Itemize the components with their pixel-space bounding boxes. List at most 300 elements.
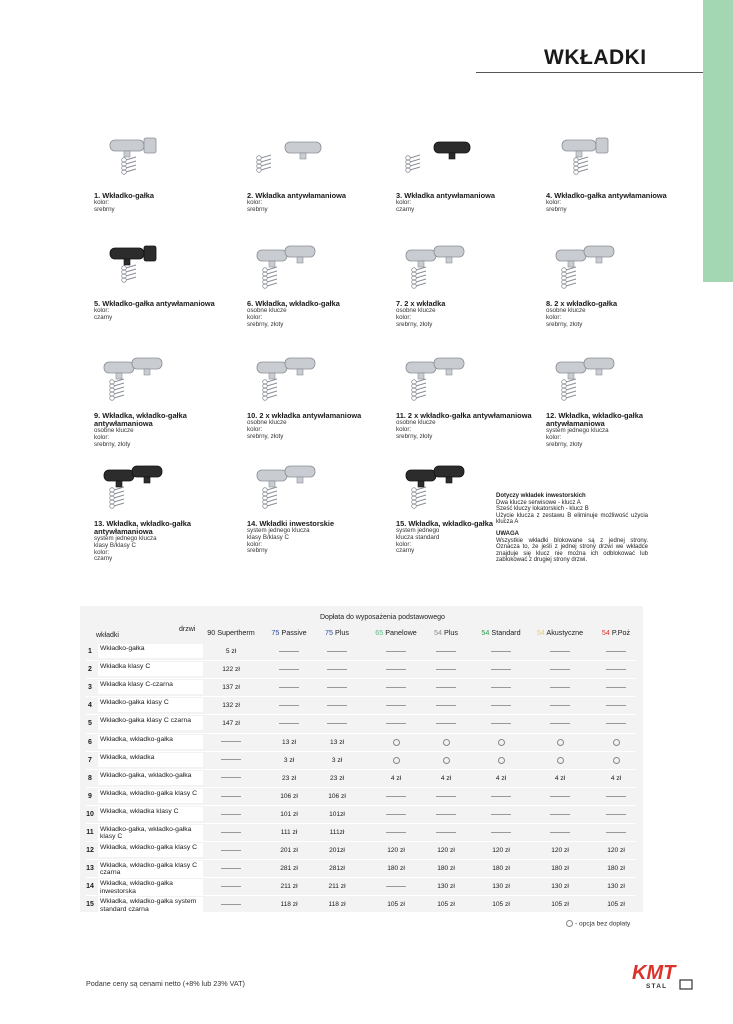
product-item: [94, 352, 234, 448]
column-number: 54: [481, 628, 492, 637]
product-detail: srebrny, złoty: [247, 320, 284, 328]
table-corner-inserts: wkładki: [96, 632, 119, 639]
price-cell: [209, 775, 253, 782]
table-legend: [566, 920, 630, 927]
column-header: [307, 628, 367, 637]
circle-icon: [498, 757, 505, 764]
cylinder-lock-image: [247, 132, 327, 190]
column-number: 54: [536, 628, 547, 637]
circle-icon: [613, 757, 620, 764]
price-cell: 3 zł: [283, 756, 295, 764]
row-separator: [86, 805, 636, 806]
product-detail: kolor:: [94, 199, 110, 206]
product-detail: osobne klucze: [247, 419, 287, 426]
product-detail: srebrny: [247, 205, 268, 213]
row-separator: [86, 696, 636, 697]
price-cell: 211 zł: [280, 883, 298, 891]
table-corner-doors: drzwi: [179, 626, 196, 633]
dash-mark: [606, 796, 626, 797]
column-number: 75: [271, 628, 282, 637]
product-item: [94, 132, 234, 214]
dash-mark: [221, 886, 241, 887]
cylinder-lock-image: [396, 352, 476, 410]
product-name: 14. Wkładki inwestorskie: [247, 519, 335, 528]
row-label: Wkładko-gałka, wkładko-gałka: [98, 771, 203, 785]
price-cell: 105 zł: [607, 901, 625, 909]
price-cell: 201zł: [329, 847, 345, 855]
dash-mark: [327, 669, 347, 670]
price-cell: 120 zł: [607, 847, 625, 855]
row-number: 15: [86, 901, 94, 909]
cylinder-lock-image: [247, 240, 327, 298]
row-separator: [86, 787, 636, 788]
price-cell: 4 zł: [390, 774, 402, 782]
row-separator: [86, 733, 636, 734]
product-detail: system jednego klucza: [94, 535, 157, 542]
cylinder-lock-image: [546, 132, 626, 190]
row-number: 7: [88, 756, 92, 764]
price-cell: [209, 847, 253, 854]
price-cell: [594, 720, 638, 727]
price-cell: 120 zł: [437, 847, 455, 855]
row-label: Wkładka, wkładko-gałka: [98, 735, 203, 749]
price-cell: 4 zł: [495, 774, 507, 782]
kmt-stal-logo: [630, 960, 694, 990]
price-cell: [315, 720, 359, 727]
price-cell: 105 zł: [492, 901, 510, 909]
product-detail: osobne klucze: [94, 427, 134, 434]
dash-mark: [279, 687, 299, 688]
price-cell: [267, 702, 311, 709]
price-cell: [479, 793, 523, 800]
row-label: Wkładka, wkładko-gałka klasy C: [98, 843, 203, 857]
product-detail: czarny: [94, 555, 113, 563]
row-label: Wkładko-gałka: [98, 644, 203, 658]
product-detail: klasy B/klasy C: [94, 541, 136, 549]
price-cell: 118 zł: [280, 901, 298, 909]
dash-mark: [279, 651, 299, 652]
circle-icon: [498, 739, 505, 746]
dash-mark: [550, 705, 570, 706]
product-detail: srebrny, złoty: [247, 432, 284, 440]
price-cell: [209, 757, 253, 764]
dash-mark: [221, 796, 241, 797]
dash-mark: [436, 687, 456, 688]
dash-mark: [386, 832, 406, 833]
price-cell: [594, 739, 638, 746]
price-cell: [315, 648, 359, 655]
price-cell: [594, 829, 638, 836]
product-name: 8. 2 x wkładko-gałka: [546, 299, 618, 308]
product-detail: kolor:: [396, 313, 412, 321]
dash-mark: [606, 723, 626, 724]
price-cell: [209, 883, 253, 890]
cylinder-lock-image: [247, 460, 327, 518]
product-detail: osobne klucze: [396, 419, 436, 426]
price-cell: 118 zł: [328, 901, 346, 909]
dash-mark: [327, 651, 347, 652]
price-cell: 111zł: [329, 829, 345, 836]
circle-icon: [443, 757, 450, 764]
dash-mark: [491, 651, 511, 652]
price-cell: [424, 702, 468, 709]
dash-mark: [436, 814, 456, 815]
table-title: Dopłata do wyposażenia podstawowego: [320, 614, 445, 621]
info-line: Dwa klucze serwisowe - klucz A: [496, 499, 581, 506]
price-cell: [424, 829, 468, 836]
dash-mark: [327, 705, 347, 706]
price-cell: [374, 793, 418, 800]
product-item: [396, 352, 536, 440]
circle-icon: [566, 920, 573, 927]
price-cell: [538, 684, 582, 691]
dash-mark: [491, 705, 511, 706]
price-cell: 130 zł: [607, 883, 625, 891]
price-cell: 137 zł: [222, 684, 240, 692]
row-label: Wkładka klasy C-czarna: [98, 680, 203, 694]
dash-mark: [436, 723, 456, 724]
price-cell: 4 zł: [610, 774, 622, 782]
product-name: 13. Wkładka, wkładko-gałka antywłamaniowa: [94, 519, 191, 536]
price-cell: 106 zł: [280, 792, 298, 800]
price-cell: 147 zł: [222, 720, 240, 728]
price-cell: [479, 648, 523, 655]
product-name: 6. Wkładka, wkładko-gałka: [247, 299, 340, 308]
row-label: Wkładka, wkładko-gałka inwestorska: [98, 879, 203, 895]
dash-mark: [606, 705, 626, 706]
price-cell: 5 zł: [225, 648, 237, 655]
price-cell: [209, 793, 253, 800]
row-label: Wkładka klasy C: [98, 662, 203, 676]
product-detail: osobne klucze: [247, 307, 287, 314]
price-cell: 111 zł: [280, 829, 298, 836]
page-title: WKŁADKI: [544, 46, 647, 69]
dash-mark: [221, 741, 241, 742]
product-name: 1. Wkładko-gałka: [94, 191, 154, 200]
row-number: 2: [88, 666, 92, 674]
circle-icon: [443, 739, 450, 746]
column-number: 90: [207, 628, 218, 637]
price-cell: 120 zł: [551, 847, 569, 855]
cylinder-lock-image: [396, 460, 476, 518]
product-name: 11. 2 x wkładko-gałka antywłamaniowa: [396, 411, 532, 420]
cylinder-lock-image: [94, 460, 174, 518]
column-header: [530, 628, 590, 637]
cylinder-lock-image: [546, 352, 626, 410]
price-cell: 180 zł: [387, 865, 405, 873]
cylinder-lock-image: [546, 240, 626, 298]
cylinder-lock-image: [396, 132, 476, 190]
dash-mark: [606, 832, 626, 833]
row-separator: [86, 660, 636, 661]
price-cell: 120 zł: [492, 847, 510, 855]
dash-mark: [386, 651, 406, 652]
column-number: 54: [434, 628, 444, 637]
product-detail: system jednego: [396, 527, 440, 534]
column-header: [416, 628, 476, 637]
info-heading-investor: Dotyczy wkładek inwestorskich: [496, 493, 586, 499]
row-separator: [86, 769, 636, 770]
product-detail: czarny: [396, 205, 415, 213]
row-separator: [86, 714, 636, 715]
circle-icon: [557, 757, 564, 764]
price-cell: 281zł: [329, 865, 345, 873]
side-color-tab: [703, 0, 733, 282]
dash-mark: [327, 687, 347, 688]
price-cell: 180 zł: [551, 865, 569, 873]
logo-main-text: KMT: [632, 962, 676, 984]
info-line: Sześć kluczy lokatorskich - klucz B: [496, 506, 589, 513]
row-number: 12: [86, 847, 94, 855]
row-number: 10: [86, 810, 94, 818]
price-cell: [424, 648, 468, 655]
dash-mark: [550, 723, 570, 724]
price-cell: [424, 666, 468, 673]
column-name: Plus: [444, 628, 458, 637]
circle-icon: [393, 739, 400, 746]
product-detail: kolor:: [396, 199, 412, 206]
dash-mark: [550, 687, 570, 688]
dash-mark: [386, 886, 406, 887]
price-cell: [374, 757, 418, 764]
price-cell: 23 zł: [282, 774, 296, 782]
product-detail: kolor:: [247, 313, 263, 321]
price-cell: [594, 702, 638, 709]
price-cell: [267, 684, 311, 691]
info-warning-text: Wszystkie wkładki blokowane są z jednej strony. Oznacza to, że jeśli z jednej strony drzwi we wkładce znajduje się klucz nie można ich odblokować lub zablokować z drugiej strony drzwi.: [496, 537, 648, 564]
row-number: 11: [86, 829, 94, 836]
price-cell: [538, 793, 582, 800]
row-label: Wkładka, wkładka: [98, 753, 203, 767]
price-cell: 122 zł: [222, 666, 240, 674]
price-cell: 130 zł: [437, 883, 455, 891]
product-item: [396, 240, 536, 328]
row-separator: [86, 678, 636, 679]
dash-mark: [550, 796, 570, 797]
dash-mark: [221, 832, 241, 833]
row-number: 5: [88, 720, 92, 728]
price-cell: 132 zł: [222, 702, 240, 710]
product-detail: osobne klucze: [396, 307, 436, 314]
price-cell: 3 zł: [331, 756, 343, 764]
price-cell: [424, 793, 468, 800]
row-number: 3: [88, 684, 92, 692]
product-detail: kolor:: [247, 425, 263, 433]
price-cell: [538, 702, 582, 709]
dash-mark: [436, 705, 456, 706]
price-cell: [594, 793, 638, 800]
product-name: 15. Wkładka, wkładko-gałka: [396, 519, 493, 528]
logo-sub-text: STAL: [646, 983, 668, 990]
price-cell: [424, 757, 468, 764]
dash-mark: [221, 759, 241, 760]
price-cell: [479, 666, 523, 673]
price-cell: [538, 648, 582, 655]
product-detail: kolor:: [247, 540, 263, 548]
price-cell: [479, 702, 523, 709]
price-cell: 201 zł: [280, 847, 298, 855]
cylinder-lock-image: [94, 240, 174, 298]
product-detail: czarny: [94, 313, 113, 321]
dash-mark: [221, 868, 241, 869]
column-number: 65: [375, 628, 386, 637]
price-cell: 4 zł: [440, 774, 452, 782]
product-item: [247, 132, 387, 214]
product-item: [94, 240, 234, 322]
product-name: 10. 2 x wkładka antywłamaniowa: [247, 411, 362, 420]
price-cell: [374, 739, 418, 746]
product-detail: klasy B/klasy C: [247, 533, 289, 541]
product-name: 5. Wkładko-gałka antywłamaniowa: [94, 299, 215, 308]
column-header: [586, 628, 646, 637]
column-name: Panelowe: [385, 628, 417, 637]
column-number: 75: [325, 628, 335, 637]
product-detail: kolor:: [247, 199, 263, 206]
product-detail: srebrny, złoty: [546, 320, 583, 328]
price-cell: 105 zł: [551, 901, 569, 909]
column-name: Supertherm: [217, 628, 255, 637]
row-number: 1: [88, 648, 92, 655]
price-cell: [479, 684, 523, 691]
price-cell: [209, 901, 253, 908]
product-detail: osobne klucze: [546, 307, 586, 314]
dash-mark: [279, 723, 299, 724]
dash-mark: [327, 723, 347, 724]
price-cell: 105 zł: [437, 901, 455, 909]
row-number: 14: [86, 883, 94, 891]
price-cell: [594, 684, 638, 691]
price-cell: [479, 720, 523, 727]
price-cell: [267, 648, 311, 655]
product-detail: kolor:: [94, 433, 110, 441]
column-name: Standard: [491, 628, 521, 637]
legend-text: - opcja bez dopłaty: [575, 920, 631, 928]
price-cell: [374, 684, 418, 691]
dash-mark: [491, 723, 511, 724]
dash-mark: [491, 832, 511, 833]
price-cell: 211 zł: [328, 883, 346, 891]
column-name: Akustyczne: [546, 628, 584, 637]
price-cell: [538, 739, 582, 746]
row-label: Wkładka, wkładko-gałka klasy C czarna: [98, 861, 203, 877]
price-cell: 101 zł: [280, 810, 298, 818]
column-number: 54: [601, 628, 612, 637]
price-cell: [267, 666, 311, 673]
dash-mark: [550, 651, 570, 652]
price-note: Podane ceny są cenami netto (+8% lub 23% VAT): [86, 979, 245, 988]
dash-mark: [279, 705, 299, 706]
product-detail: srebrny: [94, 205, 115, 213]
product-name: 3. Wkładka antywłamaniowa: [396, 191, 495, 200]
dash-mark: [491, 796, 511, 797]
circle-icon: [393, 757, 400, 764]
cylinder-lock-image: [247, 352, 327, 410]
row-label: Wkładka, wkładko-gałka system standard czarna: [98, 897, 203, 913]
price-cell: 180 zł: [607, 865, 625, 873]
info-heading-warning: UWAGA: [496, 530, 519, 537]
row-number: 9: [88, 792, 92, 800]
row-label: Wkładka, wkładka klasy C: [98, 807, 203, 821]
dash-mark: [436, 796, 456, 797]
price-cell: [374, 811, 418, 818]
row-number: 4: [88, 702, 92, 710]
row-number: 8: [88, 774, 92, 782]
price-cell: [424, 811, 468, 818]
dash-mark: [606, 814, 626, 815]
row-number: 6: [88, 738, 92, 746]
price-cell: [424, 684, 468, 691]
price-cell: 180 zł: [437, 865, 455, 873]
price-cell: [538, 666, 582, 673]
dash-mark: [491, 669, 511, 670]
price-cell: [209, 811, 253, 818]
price-cell: [374, 883, 418, 890]
product-detail: srebrny, złoty: [396, 320, 433, 328]
price-cell: [209, 829, 253, 836]
price-cell: [315, 684, 359, 691]
product-detail: srebrny: [247, 547, 268, 555]
price-cell: 23 zł: [330, 774, 344, 782]
column-header: [201, 628, 261, 637]
price-cell: [594, 666, 638, 673]
cylinder-lock-image: [94, 132, 174, 190]
dash-mark: [436, 651, 456, 652]
product-detail: kolor:: [546, 313, 562, 321]
product-detail: kolor:: [94, 307, 110, 314]
price-cell: [267, 720, 311, 727]
price-cell: 101zł: [329, 810, 345, 818]
price-cell: [374, 829, 418, 836]
cylinder-lock-image: [396, 240, 476, 298]
price-cell: [315, 702, 359, 709]
product-detail: kolor:: [94, 548, 110, 556]
row-label: Wkładka, wkładko-gałka klasy C: [98, 789, 203, 803]
product-item: [94, 460, 234, 563]
price-cell: 106 zł: [328, 792, 346, 800]
product-item: [247, 240, 387, 328]
product-item: [396, 132, 536, 214]
product-detail: system jednego klucza: [546, 427, 609, 434]
dash-mark: [386, 705, 406, 706]
dash-mark: [550, 832, 570, 833]
product-item: [247, 460, 387, 555]
price-cell: 105 zł: [387, 901, 405, 909]
price-cell: 130 zł: [492, 883, 510, 891]
price-cell: [479, 811, 523, 818]
product-name: 9. Wkładka, wkładko-gałka antywłamaniowa: [94, 411, 187, 428]
product-detail: czarny: [396, 547, 415, 555]
price-cell: [374, 648, 418, 655]
row-separator: [86, 859, 636, 860]
column-name: Plus: [335, 628, 349, 637]
product-name: 2. Wkładka antywłamaniowa: [247, 191, 346, 200]
cylinder-lock-image: [94, 352, 174, 410]
product-detail: kolor:: [396, 425, 412, 433]
price-cell: [374, 720, 418, 727]
price-cell: [424, 720, 468, 727]
price-cell: [538, 720, 582, 727]
price-cell: [594, 757, 638, 764]
product-detail: system jednego klucza: [247, 527, 310, 534]
dash-mark: [606, 669, 626, 670]
price-cell: 180 zł: [492, 865, 510, 873]
price-cell: 13 zł: [330, 738, 344, 746]
column-name: Passive: [281, 628, 307, 637]
row-number: 13: [86, 865, 94, 873]
info-box: [496, 493, 648, 564]
price-cell: [374, 702, 418, 709]
product-detail: srebrny, złoty: [396, 432, 433, 440]
